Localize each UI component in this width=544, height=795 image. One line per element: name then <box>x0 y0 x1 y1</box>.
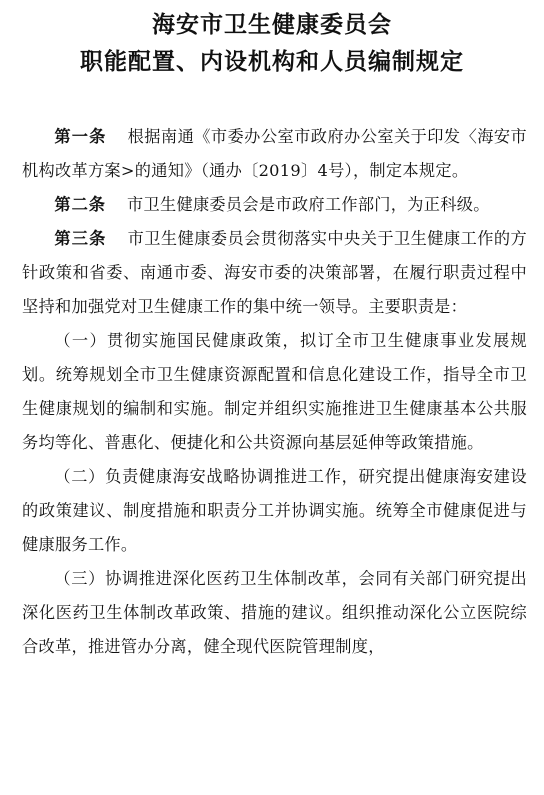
document-title-line1: 海安市卫生健康委员会 <box>152 11 392 38</box>
article-2 <box>22 188 527 222</box>
duty-text: （三）协调推进深化医药卫生体制改革，会同有关部门研究提出深化医药卫生体制改革政策、措施的建议。组织推动深化公立医院综合改革，推进管办分离，健全现代医院管理制度， <box>22 569 527 656</box>
duty-item-1 <box>22 324 527 460</box>
duty-text: （二）负责健康海安战略协调推进工作，研究提出健康海安建设的政策建议、制度措施和职责分工并协调实施。统筹全市健康促进与健康服务工作。 <box>22 467 527 554</box>
duty-item-3 <box>22 562 527 664</box>
document-title-line2: 职能配置、内设机构和人员编制规定 <box>80 48 464 75</box>
article-label: 第二条 <box>54 195 106 214</box>
article-label: 第三条 <box>54 229 107 248</box>
article-text: 市卫生健康委员会贯彻落实中央关于卫生健康工作的方针政策和省委、南通市委、海安市委的决策部署，在履行职责过程中坚持和加强党对卫生健康工作的集中统一领导。主要职责是： <box>22 229 528 316</box>
article-label: 第一条 <box>54 127 107 146</box>
article-1 <box>22 120 527 188</box>
article-text: 市卫生健康委员会是市政府工作部门，为正科级。 <box>127 195 490 214</box>
article-3 <box>22 222 527 324</box>
article-text: 根据南通《市委办公室市政府办公室关于印发〈海安市机构改革方案>的通知》（通办〔2019〕4号），制定本规定。 <box>22 127 528 180</box>
document-body <box>22 120 527 664</box>
duty-item-2 <box>22 460 527 562</box>
duty-text: （一）贯彻实施国民健康政策，拟订全市卫生健康事业发展规划。统筹规划全市卫生健康资源配置和信息化建设工作，指导全市卫生健康规划的编制和实施。制定并组织实施推进卫生健康基本公共服务均等化、普惠化、便捷化和公共资源向基层延伸等政策措施。 <box>22 331 527 452</box>
